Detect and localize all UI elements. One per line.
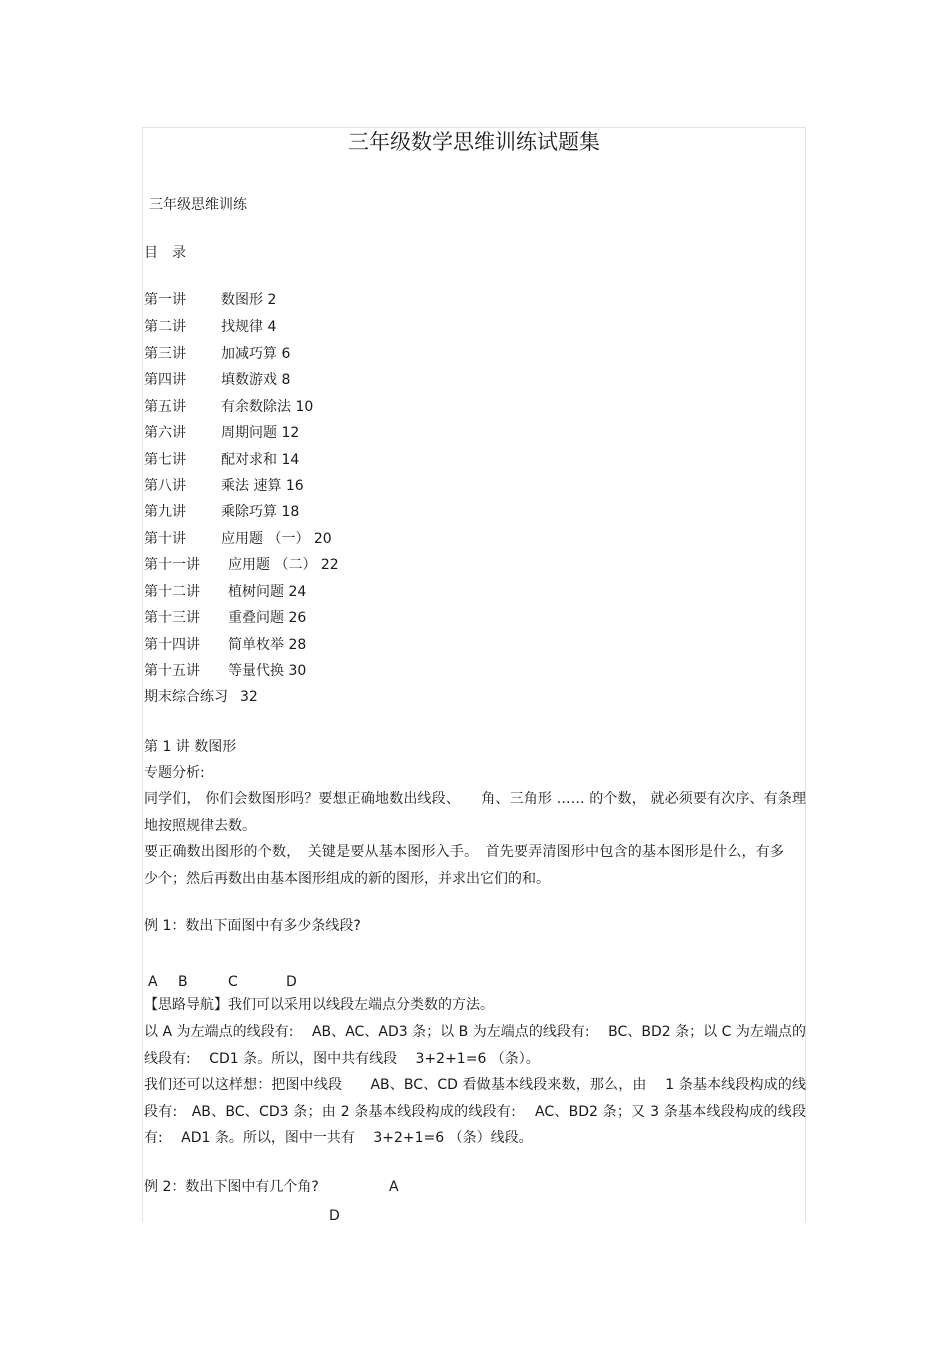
toc-item-title: 乘法 速算 16 <box>221 478 304 494</box>
toc-item-number: 第五讲 <box>144 399 186 415</box>
toc-item-number: 第十四讲 <box>144 637 200 653</box>
point-label: D <box>329 1208 340 1224</box>
toc-heading: 目 录 <box>144 245 186 261</box>
point-label: B <box>178 974 188 990</box>
toc-item-title: 配对求和 14 <box>221 452 300 468</box>
toc-item-number: 第十讲 <box>144 531 186 547</box>
toc-item-number: 第六讲 <box>144 425 186 441</box>
toc-item-title: 等量代换 30 <box>228 663 307 679</box>
document-subtitle: 三年级思维训练 <box>149 197 247 213</box>
toc-item-number: 第八讲 <box>144 478 186 494</box>
example-question: 例 1：数出下面图中有多少条线段? <box>144 918 361 934</box>
toc-item-title: 重叠问题 26 <box>228 610 307 626</box>
analysis-label: 专题分析: <box>144 765 205 781</box>
toc-item-title: 应用题 （一） 20 <box>221 531 332 547</box>
toc-item-number: 期末综合练习 <box>144 689 228 705</box>
toc-item-number: 第九讲 <box>144 504 186 520</box>
toc-item-title: 有余数除法 10 <box>221 399 314 415</box>
document-title: 三年级数学思维训练试题集 <box>348 130 600 154</box>
toc-item-title: 找规律 4 <box>221 319 277 335</box>
toc-item-number: 第三讲 <box>144 346 186 362</box>
point-label: C <box>228 974 238 990</box>
example-question: 例 2：数出下图中有几个角? <box>144 1179 319 1195</box>
point-label: A <box>389 1179 399 1195</box>
toc-item-title: 简单枚举 28 <box>228 637 307 653</box>
point-label: D <box>286 974 297 990</box>
hint-line: 【思路导航】我们可以采用以线段左端点分类数的方法。 <box>144 997 494 1013</box>
lecture-heading: 第 1 讲 数图形 <box>144 739 237 755</box>
toc-item-number: 第二讲 <box>144 319 186 335</box>
solution-paragraph: 以 A 为左端点的线段有: AB、AC、AD3 条；以 B 为左端点的线段有: BC、BD2 条；以 C 为左端点的线段有: CD1 条。所以，图中共有线段 3+2+1=6 （条）。 <box>144 1024 806 1067</box>
toc-item-title: 数图形 2 <box>221 292 277 308</box>
analysis-paragraph: 要正确数出图形的个数， 关键是要从基本图形入手。 首先要弄清图形中包含的基本图形是什么，有多少个；然后再数出由基本图形组成的新的图形，并求出它们的和。 <box>144 844 784 887</box>
toc-item-title: 植树问题 24 <box>228 584 307 600</box>
toc-item-title: 周期问题 12 <box>221 425 300 441</box>
point-label: A <box>148 974 158 990</box>
toc-item-title: 应用题 （二） 22 <box>228 557 339 573</box>
toc-item-number: 第十一讲 <box>144 557 200 573</box>
toc-item-number: 第一讲 <box>144 292 186 308</box>
toc-item-number: 第十二讲 <box>144 584 200 600</box>
toc-item-number: 第七讲 <box>144 452 186 468</box>
analysis-paragraph: 同学们， 你们会数图形吗？要想正确地数出线段、 角、三角形 …… 的个数， 就必须要有次序、有条理地按照规律去数。 <box>144 791 806 834</box>
toc-item-number: 第十五讲 <box>144 663 200 679</box>
toc-item-title: 加减巧算 6 <box>221 346 291 362</box>
solution-paragraph: 我们还可以这样想：把图中线段 AB、BC、CD 看做基本线段来数，那么，由 1 条基本线段构成的线段有: AB、BC、CD3 条；由 2 条基本线段构成的线段有: AC、BD2 条；又 3 条基本线段构成的线段有: AD1 条。所以，图中一共有 3+2+1=6 （条）线段。 <box>144 1077 806 1146</box>
toc-item-number: 第四讲 <box>144 372 186 388</box>
toc-item-number: 第十三讲 <box>144 610 200 626</box>
toc-item-title: 32 <box>240 689 258 705</box>
toc-item-title: 填数游戏 8 <box>221 372 291 388</box>
toc-item-title: 乘除巧算 18 <box>221 504 300 520</box>
